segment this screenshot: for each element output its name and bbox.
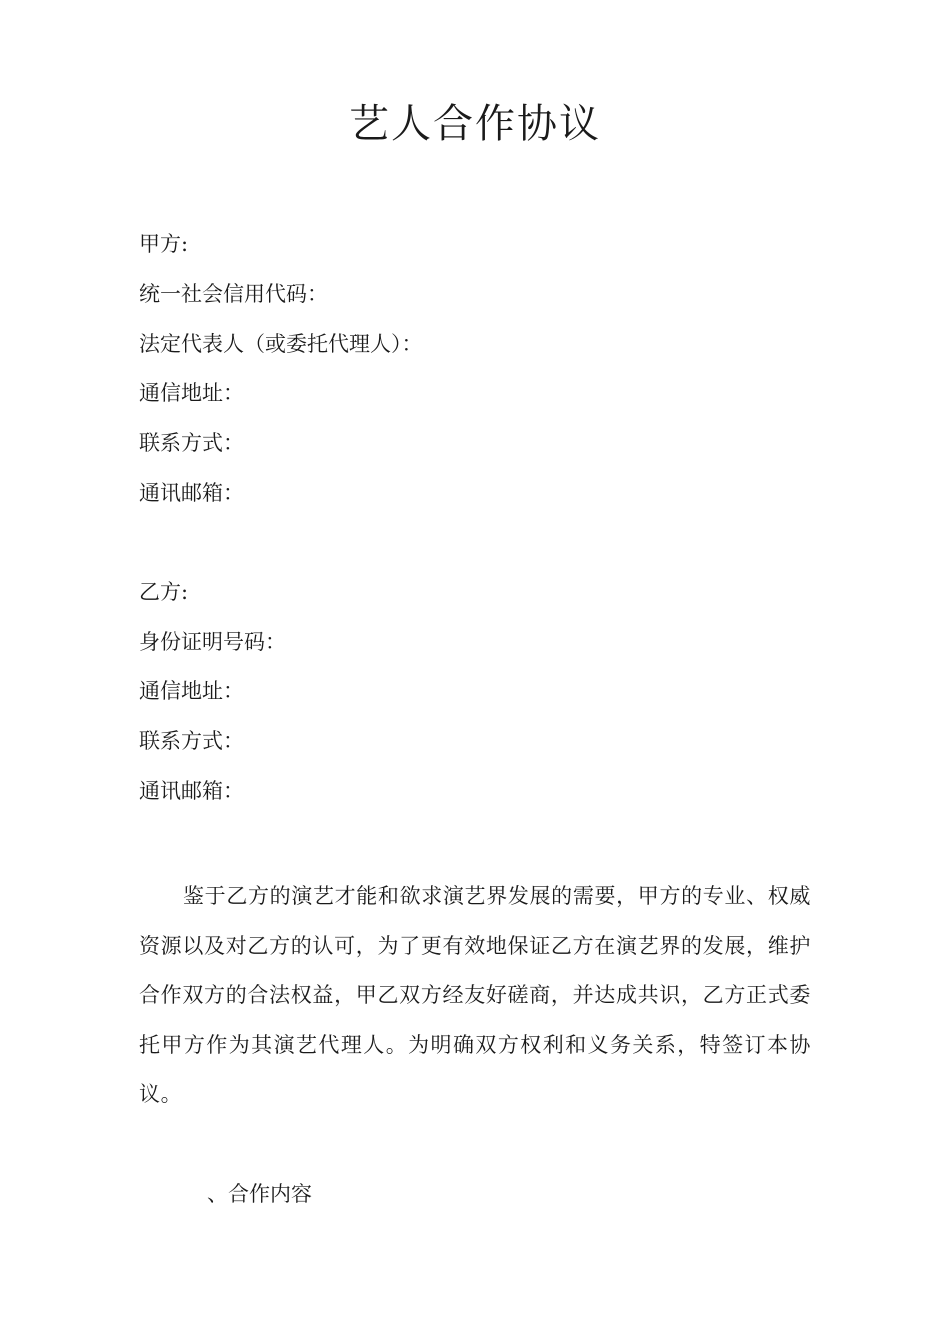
party-a-contact-label: 联系方式：	[139, 431, 244, 455]
intro-paragraph: 鉴于乙方的演艺才能和欲求演艺界发展的需要，甲方的专业、权威资源以及对乙方的认可，为了更有效地保证乙方在演艺界的发展，维护合作双方的合法权益，甲乙双方经友好磋商，并达成共识，乙方正式委托甲方作为其演艺代理人。为明确双方权利和义务关系，特签订本协议。	[139, 884, 811, 1107]
party-a-address-label: 通信地址：	[139, 381, 244, 405]
party-a-name-label: 甲方:	[139, 232, 189, 256]
party-a-credit-code-label: 统一社会信用代码：	[139, 282, 328, 306]
party-b-name-label: 乙方:	[139, 580, 189, 604]
party-b-email-label: 通讯邮箱：	[139, 779, 244, 803]
party-a-legal-rep-label: 法定代表人（或委托代理人）：	[139, 332, 423, 356]
party-b-contact-label: 联系方式：	[139, 729, 244, 753]
party-a-email-label: 通讯邮箱：	[139, 481, 244, 505]
section-heading-cooperation: 、合作内容	[207, 1182, 312, 1206]
party-b-address-label: 通信地址：	[139, 679, 244, 703]
party-b-id-label: 身份证明号码：	[139, 630, 286, 654]
document-title: 艺人合作协议	[349, 101, 601, 147]
